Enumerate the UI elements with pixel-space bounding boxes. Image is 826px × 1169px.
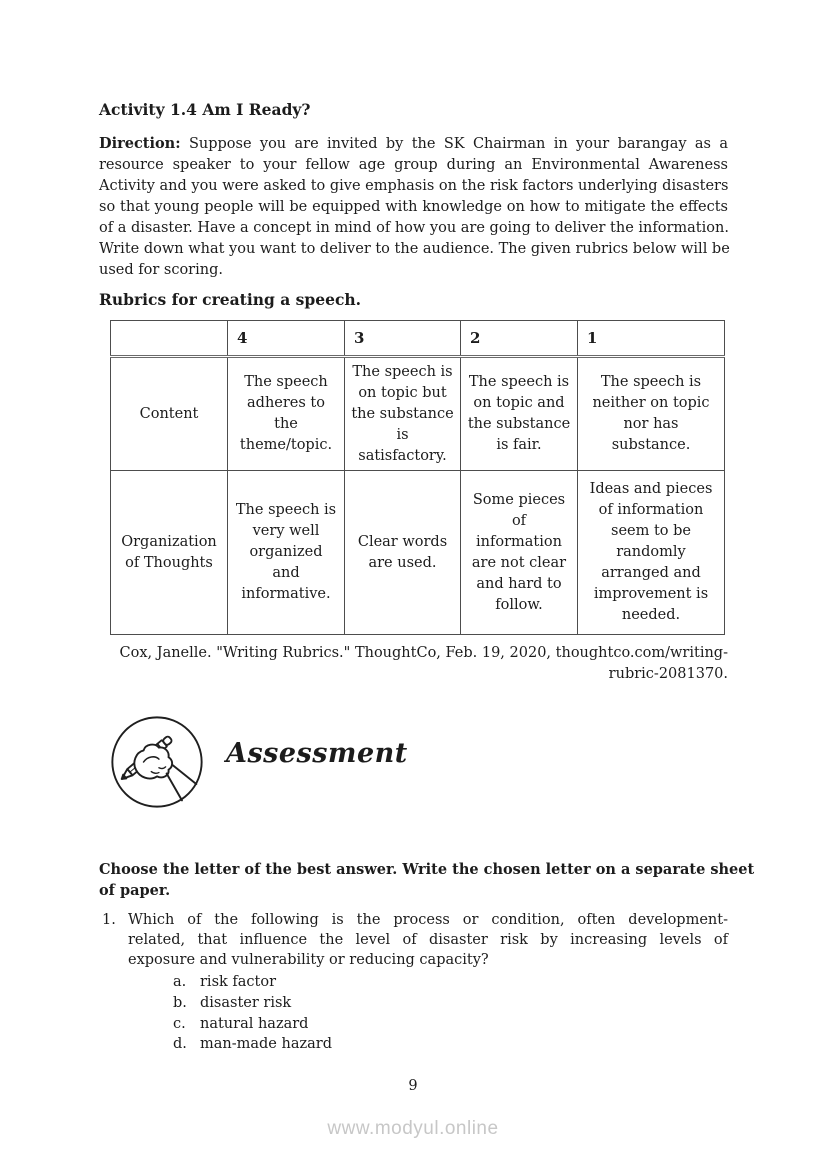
option-text: risk factor	[200, 974, 277, 990]
option-letter: a.	[173, 974, 187, 990]
citation-line: rubric-2081370.	[608, 666, 728, 682]
question-1	[99, 910, 728, 970]
table-cell: The speech is neither on topic nor has substance.	[578, 357, 725, 471]
direction-line: of a disaster. Have a concept in mind of how you are going to deliver the information.	[99, 220, 729, 236]
row-label: Organization of Thoughts	[111, 471, 228, 635]
citation	[99, 643, 728, 685]
instruction-paragraph	[99, 859, 755, 901]
table-cell: The speech is very well organized and informative.	[228, 471, 345, 635]
option-d	[99, 1034, 728, 1055]
rubrics-table	[110, 320, 725, 635]
table-row-content	[111, 357, 725, 471]
direction-line	[99, 133, 728, 155]
direction-text: Suppose you are invited by the SK Chairman in your barangay as a	[188, 136, 729, 152]
question-line: Which of the following is the process or condition, often development-	[128, 912, 728, 928]
page-content	[99, 0, 755, 1055]
table-header-row	[111, 321, 725, 357]
table-cell: Some pieces of information are not clear and hard to follow.	[461, 471, 578, 635]
question-line: exposure and vulnerability or reducing capacity?	[128, 952, 489, 968]
question-body	[128, 910, 728, 970]
option-c	[99, 1014, 728, 1035]
answer-options	[99, 972, 728, 1055]
rubrics-title: Rubrics for creating a speech.	[99, 290, 362, 309]
table-header-3: 3	[345, 321, 461, 357]
assessment-header	[99, 709, 728, 815]
option-letter: b.	[173, 994, 187, 1011]
direction-line: Activity and you were asked to give emphasis on the risk factors underlying disasters	[99, 178, 729, 194]
table-cell: The speech is on topic but the substance is satisfactory.	[345, 357, 461, 471]
direction-line: used for scoring.	[99, 262, 223, 278]
table-row-organization	[111, 471, 725, 635]
option-text: natural hazard	[200, 1015, 309, 1032]
table-cell: The speech is on topic and the substance is fair.	[461, 357, 578, 471]
page-number: 9	[408, 1078, 418, 1094]
table-cell: The speech adheres to the theme/topic.	[228, 357, 345, 471]
hand-writing-pencil-icon	[109, 709, 205, 815]
table-header-empty	[111, 321, 228, 357]
direction-label: Direction:	[99, 135, 181, 152]
option-letter: d.	[173, 1036, 187, 1053]
table-header-1: 1	[578, 321, 725, 357]
direction-line: resource speaker to your fellow age group during an Environmental Awareness	[99, 157, 728, 173]
option-letter: c.	[173, 1015, 186, 1032]
row-label: Content	[111, 357, 228, 471]
direction-line: Write down what you want to deliver to the audience. The given rubrics below will be	[99, 241, 730, 257]
citation-line: Cox, Janelle. "Writing Rubrics." ThoughtCo, Feb. 19, 2020, thoughtco.com/writing-	[119, 645, 728, 661]
option-text: man-made hazard	[200, 1036, 332, 1053]
table-cell: Clear words are used.	[345, 471, 461, 635]
table-header-4: 4	[228, 321, 345, 357]
table-header-2: 2	[461, 321, 578, 357]
question-number: 1.	[102, 912, 116, 928]
table-cell: Ideas and pieces of information seem to be randomly arranged and improvement is needed.	[578, 471, 725, 635]
option-b	[99, 993, 728, 1014]
direction-paragraph	[99, 133, 728, 281]
watermark: www.modyul.online	[327, 1118, 499, 1139]
instruction-line: Choose the letter of the best answer. Write the chosen letter on a separate sheet	[99, 861, 755, 878]
direction-line: so that young people will be equipped with knowledge on how to mitigate the effects	[99, 199, 728, 215]
option-text: disaster risk	[200, 994, 292, 1011]
option-a	[99, 972, 728, 993]
assessment-title: Assessment	[226, 738, 408, 769]
question-line: related, that influence the level of disaster risk by increasing levels of	[128, 932, 728, 948]
activity-title: Activity 1.4 Am I Ready?	[99, 100, 311, 119]
instruction-line: of paper.	[99, 882, 171, 899]
